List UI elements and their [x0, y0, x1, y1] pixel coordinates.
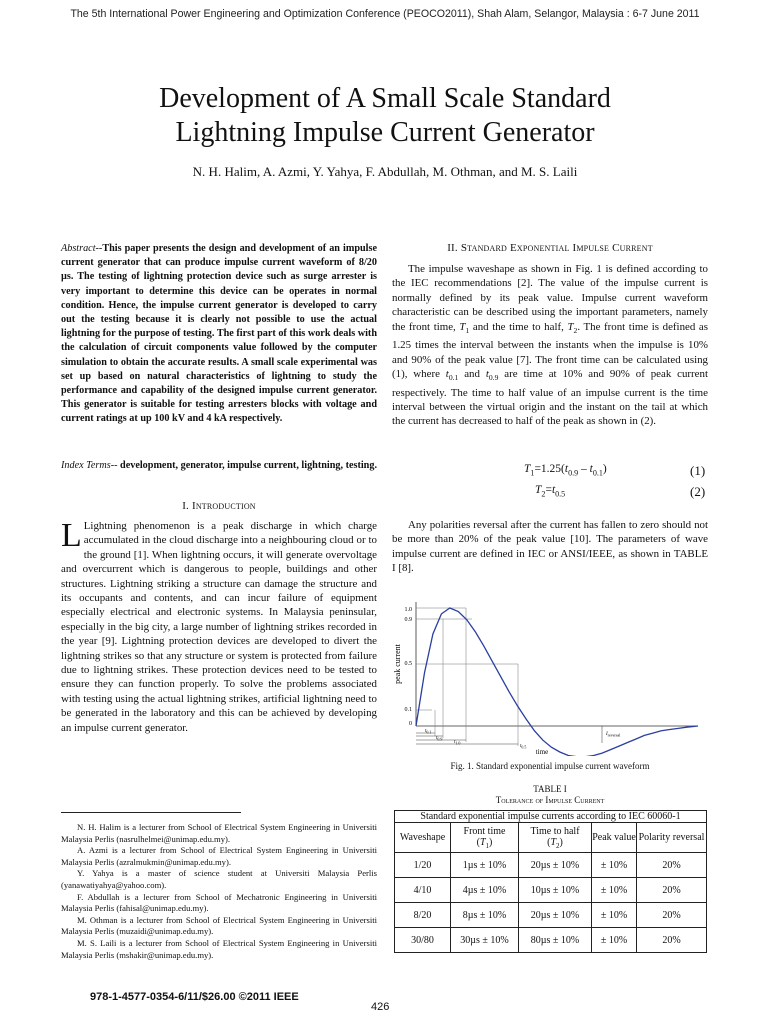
author-footnotes: [61, 822, 377, 961]
symbol-t2: T: [567, 320, 574, 333]
abstract-text: This paper presents the design and development of an impulse current generator that can produce impulse current waveform of 8/20 µs. The testing of lightning protection device such as surge arrester is very important to determine this device can be operates in normal condition. Hence, the impulse current generator is developed to carry out the testing because it is clearly not possible to use the actual lightning for the purpose of testing. The first part of this work deals with the calculation of circuit components value followed by the computer simulation to obtain the accurate results. A small scale experimental was set up based on natural characteristics of lightning to study the performance and capability of the designed impulse current generator. This generator is suitable for testing arresters blocks with voltage and current ratings at up 100 kV and 4 kA respectively.: [61, 243, 377, 425]
t-symbol: t: [520, 744, 522, 749]
symbol-t1: T: [459, 320, 466, 333]
table-row: [395, 853, 707, 878]
author-list: N. H. Halim, A. Azmi, Y. Yahya, F. Abdullah, M. Othman, and M. S. Laili: [192, 164, 578, 179]
table-cell: 20%: [637, 928, 707, 953]
table-cell: 4/10: [395, 878, 451, 903]
table-row: [395, 878, 707, 903]
subscript: 0.5: [555, 489, 566, 499]
subscript: 2: [573, 325, 578, 335]
t-sub: reversal: [607, 732, 621, 738]
index-terms: [61, 459, 377, 473]
section-2-paragraph-1: [392, 262, 708, 429]
abstract-label: Abstract--: [61, 243, 103, 254]
subscript: 2: [541, 489, 546, 499]
tick-label: 0.9: [404, 617, 412, 623]
table-cell: ± 10%: [592, 853, 637, 878]
text-run: and: [458, 368, 486, 381]
column-header-text: Front time: [463, 825, 506, 837]
table-cell: 1µs ± 10%: [451, 853, 519, 878]
table-label: [392, 784, 708, 806]
table-cell: 20%: [637, 903, 707, 928]
table-cell: 20µs ± 10%: [519, 903, 592, 928]
footnote: F. Abdullah is a lecturer from School of Mechatronic Engineering in Universiti Malaysia Perlis (fahisal@unimap.edu.my).: [61, 891, 377, 914]
section-2-paragraph-2: Any polarities reversal after the current has fallen to zero should not be more than 20% of the peak value [10]. The parameters of wave impulse current are defined in IEC or ANSI/IEEE, as shown in TABLE I [8].: [392, 519, 708, 575]
introduction-paragraph: [61, 519, 377, 735]
subscript: 1: [530, 468, 535, 478]
table-header-row: [395, 823, 707, 853]
table-cell: 8/20: [395, 903, 451, 928]
isbn-line: 978-1-4577-0354-6/11/$26.00 ©2011 IEEE: [90, 991, 299, 1003]
tick-label: 0.1: [404, 707, 412, 713]
table-title: Tolerance of Impulse Current: [495, 795, 605, 805]
tick-label: 1.0: [404, 607, 412, 613]
impulse-waveform-figure: [392, 598, 708, 756]
table-cell: 20µs ± 10%: [519, 853, 592, 878]
reversal-label: [605, 732, 621, 738]
eq-text: =: [545, 484, 552, 496]
t-sub: 1.0: [455, 740, 461, 746]
table-span-header: Standard exponential impulse currents according to IEC 60060-1: [395, 811, 707, 823]
eq-text: =1.25(: [534, 463, 565, 475]
table-cell: ± 10%: [592, 903, 637, 928]
section-1-heading: [61, 500, 377, 512]
text-run: and the time to half,: [469, 320, 568, 333]
table-cell: 4µs ± 10%: [451, 878, 519, 903]
t-sub: 0.1: [426, 729, 432, 735]
symbol-t01: t: [445, 368, 449, 381]
equation-1-number: (1): [690, 463, 706, 478]
table-cell: ± 10%: [592, 878, 637, 903]
eq-symbol: T: [524, 463, 531, 475]
column-symbol: T: [479, 836, 486, 848]
table-number: TABLE I: [533, 784, 567, 794]
t-symbol: t: [425, 729, 427, 734]
t-symbol: I: [606, 732, 608, 737]
table-row: [395, 903, 707, 928]
text-run: The impulse waveshape as shown in Fig. 1 is defined according to the IEC recommendations [2]. The value of the impulse current is normally defined by its peak value. Impulse current waveform characteristic can be described using the important parameters, namely the front time,: [392, 263, 708, 333]
page-number: 426: [371, 1001, 390, 1013]
figure-caption: Fig. 1. Standard exponential impulse current waveform: [450, 761, 650, 771]
eq-symbol: t: [589, 463, 593, 475]
table-cell: 20%: [637, 853, 707, 878]
t10-label: [454, 740, 460, 746]
subscript: 0.1: [448, 373, 459, 383]
footnote-divider: [61, 812, 241, 813]
title-line-2: Lightning Impulse Current Generator: [175, 117, 595, 148]
eq-text: –: [578, 463, 590, 475]
eq-symbol: t: [551, 484, 556, 496]
subscript: 2: [556, 841, 560, 850]
section-2-heading: [392, 242, 708, 254]
title-line-1: Development of A Small Scale Standard: [159, 83, 611, 114]
section-1-number: I.: [182, 500, 192, 512]
footnote: M. Othman is a lecturer from School of Electrical System Engineering in Universiti Malaysia Perlis (muzaidi@unimap.edu.my).: [61, 914, 377, 937]
text-run: are time at 10% and 90% of peak current respectively. The time to half value of an impulse current is the time interval between the virtual origin and the instant on the tail at which the current has decreased to half of the peak as shown in (2).: [392, 368, 708, 428]
t09-label: [436, 736, 442, 742]
equation-2: [535, 484, 565, 498]
figure-x-label: time: [535, 748, 549, 756]
tick-label: 0.5: [404, 661, 412, 667]
equation-1: [524, 463, 607, 477]
column-header: Polarity reversal: [637, 823, 707, 853]
abstract: [61, 242, 377, 427]
subscript: 0.1: [592, 468, 603, 478]
subscript: 0.9: [488, 373, 499, 383]
footnote: N. H. Halim is a lecturer from School of Electrical System Engineering in Universiti Malaysia Perlis (nasrulhelmei@unimap.edu.my).: [61, 822, 377, 844]
index-terms-label: Index Terms--: [61, 460, 118, 471]
t-sub: 0.5: [521, 744, 527, 750]
paper-title: [60, 82, 710, 150]
table-cell: 30/80: [395, 928, 451, 953]
tolerance-table: [394, 810, 707, 953]
column-header: Peak value: [592, 823, 637, 853]
t-sub: 0.9: [437, 736, 443, 742]
section-1-title: Introduction: [191, 500, 256, 512]
eq-symbol: T: [535, 484, 542, 496]
table-cell: 10µs ± 10%: [519, 878, 592, 903]
waveform-line: [416, 608, 698, 756]
eq-symbol: t: [564, 463, 569, 475]
subscript: 1: [465, 325, 470, 335]
symbol-t09: t: [485, 368, 489, 381]
column-header: [395, 823, 451, 853]
conference-header: The 5th International Power Engineering and Optimization Conference (PEOCO2011), Shah Alam, Selangor, Malaysia : 6-7 June 2011: [70, 8, 700, 20]
section-2-number: II.: [447, 242, 461, 254]
footnote: A. Azmi is a lecturer from School of Electrical System Engineering in Universiti Malaysia Perlis (azralmukmin@unimap.edu.my).: [61, 845, 377, 867]
table-cell: 8µs ± 10%: [451, 903, 519, 928]
introduction-text: Lightning phenomenon is a peak discharge in which charge accumulated in the cloud discharge into a neighbouring cloud or to the ground [1]. When lightning occurs, it will generate overvoltage and overcurrent which is dangerous to people, buildings and other structures. Lightning striking a structure can damage the structure and its occupants and contents, and can incur failure of equipment especially electrical and electronic systems. In Malaysia peninsular, especially in the big city, a large number of lightning strikes recorded in the year [9]. Lightning protection devices are developed to divert the lightning strikes so that any structure or system is protected from failure due to lightning strikes. These protection devices need to be tested to ensure they can function properly. To solve the problems associated with testing using the actual lightning strikes, artificial lightning need to be generated in the laboratory and this can be achieved by developing an impulse current generator.: [61, 520, 377, 734]
subscript: 0.9: [568, 468, 579, 478]
figure-y-label: peak current: [393, 644, 402, 684]
index-terms-text: development, generator, impulse current, lightning, testing.: [117, 460, 377, 471]
column-header-text: Time to half: [530, 825, 580, 837]
t-symbol: t: [454, 740, 456, 745]
column-header-text: Waveshape: [399, 832, 446, 843]
footnote: M. S. Laili is a lecturer from School of Electrical System Engineering in Universiti Malaysia Perlis (mshakir@unimap.edu.my).: [61, 937, 377, 960]
t05-label: [520, 744, 526, 750]
table-cell: ± 10%: [592, 928, 637, 953]
text-run: . The front time is defined as 1.25 times the interval between the instants when the impulse is 10% and 90% of the peak value [7]. The front time can be calculated using (1), where: [392, 320, 708, 381]
t01-label: [425, 729, 431, 735]
footnote: Y. Yahya is a master of science student at Universiti Malaysia Perlis (yanawatiyahya@yahoo.com).: [61, 868, 377, 890]
subscript: 1: [485, 841, 490, 850]
column-symbol: T: [550, 836, 557, 848]
column-header: Time to half $(T_2)$: [519, 823, 592, 853]
section-2-title: Standard Exponential Impulse Current: [460, 242, 653, 254]
table-cell: 1/20: [395, 853, 451, 878]
eq-text: ): [602, 463, 607, 475]
table-cell: 20%: [637, 878, 707, 903]
table-cell: 30µs ± 10%: [451, 928, 519, 953]
table-row: [395, 928, 707, 953]
table-cell: 80µs ± 10%: [519, 928, 592, 953]
drop-cap: L: [61, 517, 82, 554]
equation-2-number: (2): [690, 484, 706, 499]
tick-label: 0: [409, 721, 412, 727]
column-header: Front time $(T_1)$: [451, 823, 519, 853]
t-symbol: t: [436, 736, 438, 741]
